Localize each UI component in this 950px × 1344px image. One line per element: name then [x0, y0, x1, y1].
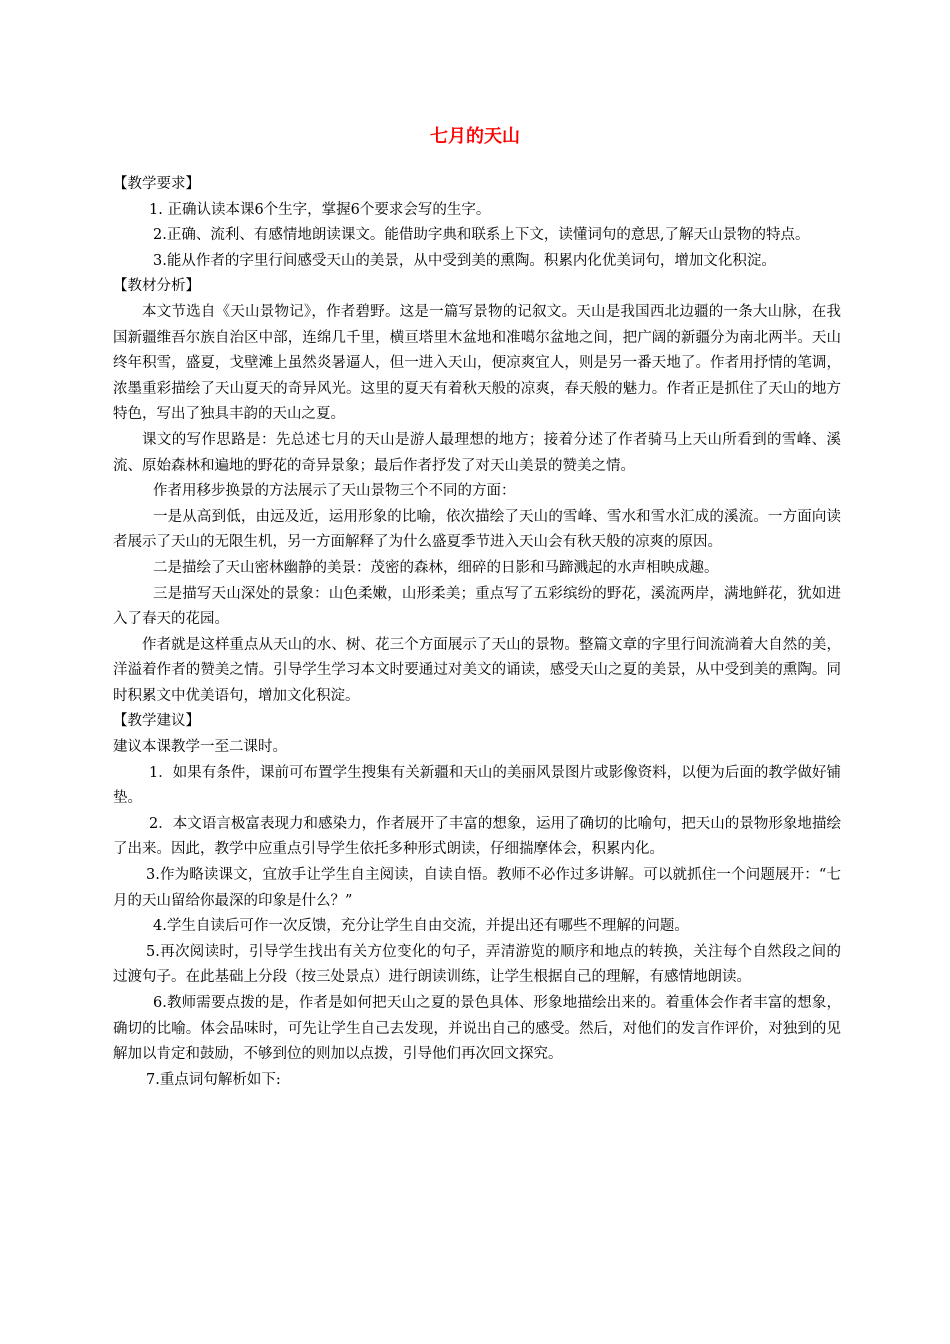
analysis-paragraph: 一是从高到低，由远及近，运用形象的比喻，依次描绘了天山的雪峰、雪水和雪水汇成的溪流。一方面向读者展示了天山的无限生机，另一方面解释了为什么盛夏季节进入天山会有秋天般的凉爽的原因。	[113, 508, 841, 551]
page-title: 七月的天山	[430, 126, 520, 147]
suggestion-item: 1．如果有条件，课前可布置学生搜集有关新疆和天山的美丽风景图片或影像资料，以便为后面的教学做好铺垫。	[113, 764, 841, 807]
section-heading-requirements: 【教学要求】	[113, 176, 200, 192]
suggestions-intro: 建议本课教学一至二课时。	[113, 739, 287, 756]
requirement-item: 2.正确、流利、有感情地朗读课文。能借助字典和联系上下文，读懂词句的意思,了解天山景物的特点。	[153, 227, 810, 244]
suggestion-item: 3.作为略读课文，宜放手让学生自主阅读，自读自悟。教师不必作过多讲解。可以就抓住一个问题展开：“七月的天山留给你最深的印象是什么？”	[113, 867, 841, 909]
suggestion-item: 5.再次阅读时，引导学生找出有关方位变化的句子，弄清游览的顺序和地点的转换，关注每个自然段之间的过渡句子。在此基础上分段（按三处景点）进行朗读训练，让学生根据自己的理解，有感情地朗读。	[113, 943, 841, 986]
analysis-paragraph: 二是描绘了天山密林幽静的美景：茂密的森林，细碎的日影和马蹄溅起的水声相映成趣。	[153, 559, 719, 576]
section-heading-suggestions: 【教学建议】	[113, 713, 200, 730]
requirement-item: 3.能从作者的字里行间感受天山的美景，从中受到美的熏陶。积累内化优美词句，增加文化积淀。	[153, 252, 776, 269]
suggestion-item: 7.重点词句解析如下:	[146, 1071, 281, 1088]
analysis-paragraph: 本文节选自《天山景物记》，作者碧野。这是一篇写景物的记叙文。天山是我国西北边疆的一条大山脉，在我国新疆维吾尔族自治区中部，连绵几千里，横亘塔里木盆地和准噶尔盆地之间，把广阔的新疆分为南北两半。天山终年积雪，盛夏，戈壁滩上虽然炎暑逼人，但一进入天山，便凉爽宜人，则是另一番天地了。作者用抒情的笔调，浓墨重彩描绘了天山夏天的奇异风光。这里的夏天有着秋天般的凉爽，春天般的魅力。作者正是抓住了天山的地方特色，写出了独具丰韵的天山之夏。	[113, 303, 841, 423]
analysis-paragraph: 课文的写作思路是：先总述七月的天山是游人最理想的地方；接着分述了作者骑马上天山所看到的雪峰、溪流、原始森林和遍地的野花的奇异景象；最后作者抒发了对天山美景的赞美之情。	[113, 431, 841, 474]
suggestion-item: 6.教师需要点拨的是，作者是如何把天山之夏的景色具体、形象地描绘出来的。着重体会作者丰富的想象，确切的比喻。体会品味时，可先让学生自己去发现，并说出自己的感受。然后，对他们的发言作评价，对独到的见解加以肯定和鼓励，不够到位的则加以点拨，引导他们再次回文探究。	[113, 995, 841, 1063]
analysis-paragraph: 作者就是这样重点从天山的水、树、花三个方面展示了天山的景物。整篇文章的字里行间流淌着大自然的美，洋溢着作者的赞美之情。引导学生学习本文时要通过对美文的诵读，感受天山之夏的美景，从中受到美的熏陶。同时积累文中优美语句，增加文化积淀。	[113, 636, 841, 704]
analysis-paragraph: 作者用移步换景的方法展示了天山景物三个不同的方面：	[153, 483, 516, 500]
analysis-paragraph: 三是描写天山深处的景象：山色柔嫩，山形柔美；重点写了五彩缤纷的野花，溪流两岸，满地鲜花，犹如进入了春天的花园。	[113, 585, 841, 628]
suggestion-item: 2．本文语言极富表现力和感染力，作者展开了丰富的想象，运用了确切的比喻句，把天山的景物形象地描绘了出来。因此，教学中应重点引导学生依托多种形式朗读，仔细揣摩体会，积累内化。	[113, 815, 841, 858]
requirement-item: 1. 正确认读本课6个生字，掌握6个要求会写的生字。	[149, 201, 491, 218]
section-heading-analysis: 【教材分析】	[113, 278, 200, 295]
suggestion-item: 4.学生自读后可作一次反馈，充分让学生自由交流，并提出还有哪些不理解的问题。	[153, 918, 689, 935]
document-body	[113, 172, 841, 1093]
